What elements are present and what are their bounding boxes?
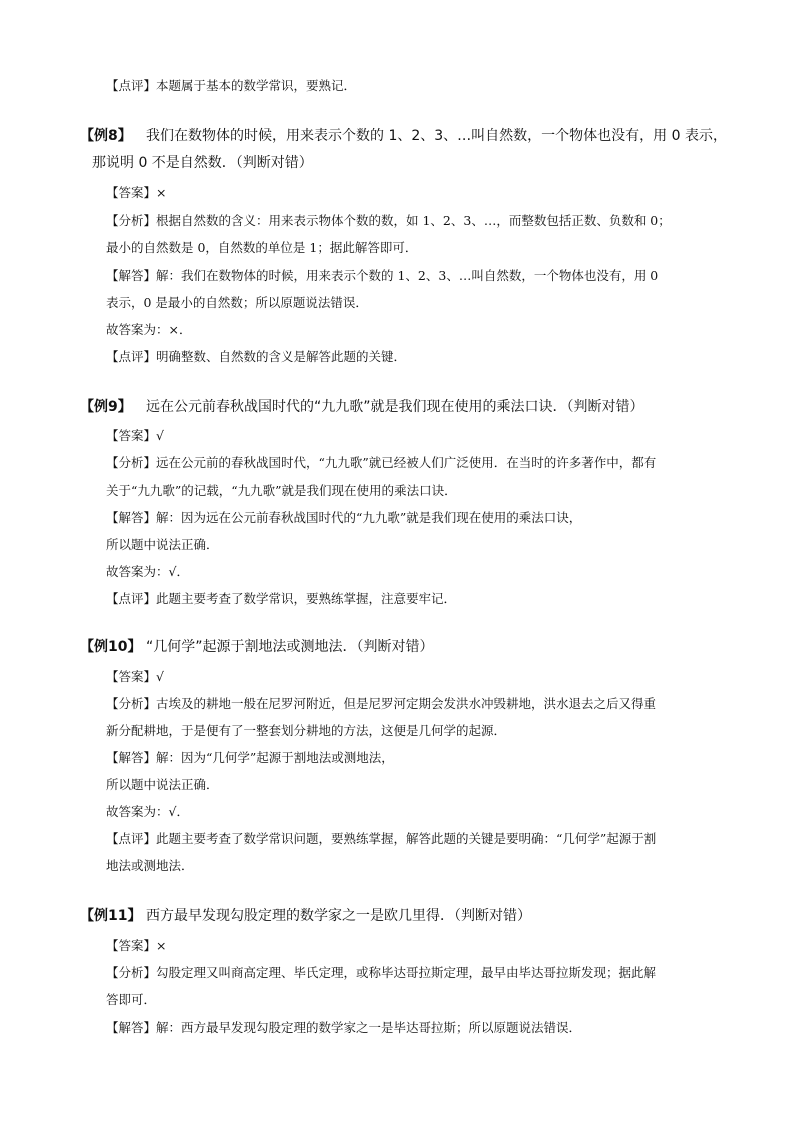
example-label: 【例9】 bbox=[80, 399, 132, 415]
answer-line: 【答案】√ bbox=[106, 669, 164, 684]
solution-line: 表示，0 是最小的自然数；所以原题说法错误． bbox=[106, 295, 368, 310]
question-text: “几何学”起源于割地法或测地法．（判断对错） bbox=[146, 639, 434, 655]
solution-line: 【解答】解：我们在数物体的时候，用来表示个数的 1、2、3、…叫自然数，一个物体也没有，用 0 bbox=[106, 268, 659, 283]
example-label: 【例8】 bbox=[80, 128, 132, 144]
question-text: 西方最早发现勾股定理的数学家之一是欧几里得．（判断对错） bbox=[146, 908, 531, 924]
comment-line: 地法或测地法． bbox=[106, 858, 194, 873]
answer-line: 【答案】× bbox=[106, 938, 167, 953]
final-answer-line: 故答案为：×． bbox=[106, 322, 192, 337]
analysis-line: 【分析】根据自然数的含义：用来表示物体个数的数，如 1、2、3、…，而整数包括正数、负数和 0； bbox=[106, 213, 671, 228]
analysis-line: 新分配耕地，于是便有了一整套划分耕地的方法，这便是几何学的起源． bbox=[106, 723, 507, 738]
question-text: 远在公元前春秋战国时代的“九九歌”就是我们现在使用的乘法口诀．（判断对错） bbox=[146, 399, 644, 415]
comment-line: 【点评】此题主要考查了数学常识，要熟练掌握，注意要牢记． bbox=[106, 591, 457, 606]
analysis-line: 【分析】古埃及的耕地一般在尼罗河附近，但是尼罗河定期会发洪水冲毁耕地，洪水退去之后又得重 bbox=[106, 696, 657, 711]
comment-line: 【点评】此题主要考查了数学常识问题，要熟练掌握，解答此题的关键是要明确：“几何学”起源于割 bbox=[106, 831, 657, 846]
final-answer-line: 故答案为：√． bbox=[106, 564, 189, 579]
analysis-line: 最小的自然数是 0，自然数的单位是 1；据此解答即可． bbox=[106, 240, 418, 255]
comment-line: 【点评】本题属于基本的数学常识，要熟记． bbox=[106, 78, 357, 93]
analysis-line: 【分析】远在公元前的春秋战国时代，“九九歌”就已经被人们广泛使用．在当时的许多著作中，都有 bbox=[106, 455, 657, 470]
final-answer-line: 故答案为：√． bbox=[106, 804, 189, 819]
analysis-line: 关于“九九歌”的记载，“九九歌”就是我们现在使用的乘法口诀． bbox=[106, 483, 457, 498]
comment-line: 【点评】明确整数、自然数的含义是解答此题的关键． bbox=[106, 349, 407, 364]
question-text: 那说明 0 不是自然数．（判断对错） bbox=[92, 155, 313, 171]
answer-line: 【答案】√ bbox=[106, 428, 164, 443]
analysis-line: 答即可． bbox=[106, 992, 157, 1007]
example-label: 【例10】 bbox=[80, 639, 142, 655]
solution-line: 【解答】解：西方最早发现勾股定理的数学家之一是毕达哥拉斯；所以原题说法错误． bbox=[106, 1020, 582, 1035]
answer-line: 【答案】× bbox=[106, 185, 167, 200]
solution-line: 所以题中说法正确． bbox=[106, 537, 219, 552]
solution-line: 【解答】解：因为“几何学”起源于割地法或测地法， bbox=[106, 750, 394, 765]
solution-line: 所以题中说法正确． bbox=[106, 777, 219, 792]
question-text: 我们在数物体的时候，用来表示个数的 1、2、3、…叫自然数，一个物体也没有，用 0 表示， bbox=[146, 128, 727, 144]
analysis-line: 【分析】勾股定理又叫商高定理、毕氏定理，或称毕达哥拉斯定理，最早由毕达哥拉斯发现；据此解 bbox=[106, 965, 657, 980]
example-label: 【例11】 bbox=[80, 908, 142, 924]
solution-line: 【解答】解：因为远在公元前春秋战国时代的“九九歌”就是我们现在使用的乘法口诀， bbox=[106, 510, 582, 525]
